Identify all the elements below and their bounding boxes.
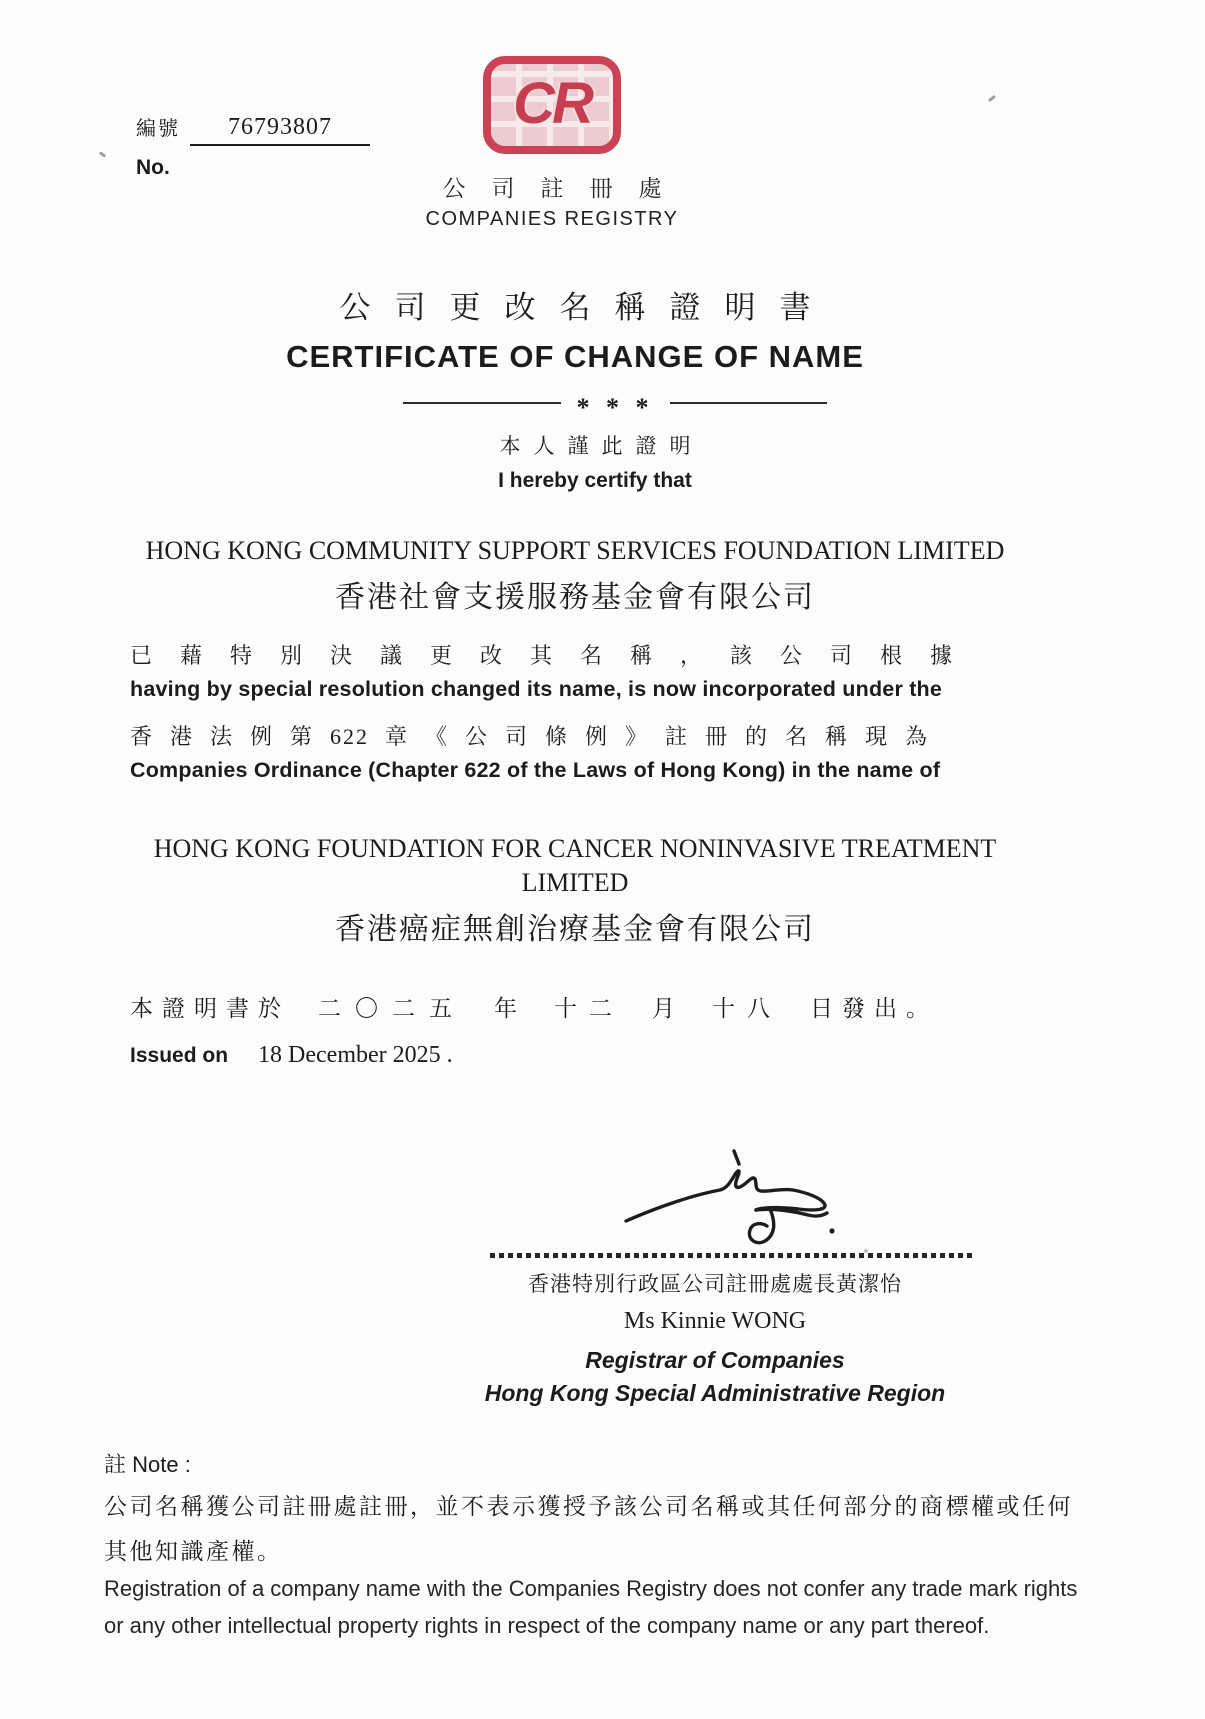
issue-date-zh-prefix: 本證明書於: [130, 996, 290, 1021]
issue-date-zh: [130, 990, 938, 1023]
cr-logo-text: CR: [513, 71, 591, 136]
registry-name-en: COMPANIES REGISTRY: [425, 208, 679, 230]
issue-date-zh-year: 二〇二五: [318, 996, 466, 1021]
issue-date-block: [130, 990, 938, 1069]
new-company-name-en-line1: HONG KONG FOUNDATION FOR CANCER NONINVASIVE TREATMENT: [153, 834, 997, 863]
certificate-title-zh: 公司更改名稱證明書: [339, 290, 835, 325]
issue-date-zh-month: 十二: [554, 996, 624, 1021]
certify-statement-zh: 本人謹此證明: [499, 434, 704, 458]
new-company-name-en-line2: LIMITED: [521, 868, 629, 897]
separator-line-left: [403, 402, 561, 404]
note-block: [104, 1448, 1116, 1643]
ordinance-zh-post: 章《公司條例》註冊的名稱現為: [385, 724, 946, 749]
registrar-region: Hong Kong Special Administrative Region: [484, 1380, 946, 1406]
new-company-name-zh: 香港癌症無創治療基金會有限公司: [335, 913, 815, 946]
note-text-zh-line2: 其他知識產權。: [104, 1539, 283, 1564]
registrar-signature: [618, 1145, 848, 1250]
issue-date-zh-year-label: 年: [494, 996, 526, 1021]
issued-on-date: 18 December 2025 .: [258, 1042, 453, 1068]
separator: [403, 393, 827, 422]
ref-label-zh: 編號: [136, 118, 180, 140]
certify-block: [0, 430, 1190, 493]
separator-line-right: [670, 402, 828, 404]
issued-on-label: Issued on: [130, 1044, 229, 1067]
ordinance-zh-pre: 香港法例第: [130, 724, 331, 749]
note-text-en-line1: Registration of a company name with the Companies Registry does not confer any trade mark rights: [104, 1576, 1078, 1601]
issue-date-zh-suffix: 日發出。: [810, 996, 938, 1021]
registry-name-zh: 公司註冊處: [442, 176, 688, 201]
old-company-name-zh: 香港社會支援服務基金會有限公司: [335, 581, 815, 614]
ordinance-en: Companies Ordinance (Chapter 622 of the Laws of Hong Kong) in the name of: [130, 758, 941, 782]
cr-logo: [483, 56, 621, 154]
certificate-title-en: CERTIFICATE OF CHANGE OF NAME: [286, 339, 864, 374]
certificate-number: 76793807: [228, 114, 332, 140]
ref-label-en: No.: [136, 156, 170, 179]
paragraph-ordinance: [130, 722, 945, 784]
old-company-name: [0, 534, 1150, 616]
registry-header: [0, 56, 1104, 231]
old-company-name-en: HONG KONG COMMUNITY SUPPORT SERVICES FOUNDATION LIMITED: [145, 536, 1005, 565]
paragraph-changed-name: [130, 641, 980, 703]
issue-date-zh-month-label: 月: [652, 996, 684, 1021]
issue-date-zh-day: 十八: [712, 996, 782, 1021]
registrar-name: Ms Kinnie WONG: [623, 1308, 807, 1334]
issue-date-en: [130, 1042, 938, 1069]
separator-stars: * * *: [576, 393, 654, 422]
registrar-title-en: Registrar of Companies: [585, 1347, 845, 1373]
note-text-en-line2: or any other intellectual property rights in respect of the company name or any part thereof.: [104, 1613, 990, 1638]
ordinance-zh: [130, 722, 945, 752]
new-company-name: [0, 832, 1150, 948]
ordinance-chapter-number: 622: [330, 724, 370, 749]
changed-name-zh: 已藉特別決議更改其名稱，該公司根據: [130, 643, 981, 668]
certify-statement-en: I hereby certify that: [498, 469, 692, 492]
scan-speck: [864, 1249, 868, 1253]
changed-name-en: having by special resolution changed its name, is now incorporated under the: [130, 677, 943, 701]
signature-line: [490, 1253, 976, 1258]
signatory-block: [435, 1268, 995, 1410]
note-label: 註 Note :: [104, 1452, 191, 1477]
title-block: [0, 282, 1150, 375]
note-text-zh-line1: 公司名稱獲公司註冊處註冊，並不表示獲授予該公司名稱或其任何部分的商標權或任何: [104, 1494, 1073, 1519]
registrar-title-zh: 香港特別行政區公司註冊處處長黃潔怡: [528, 1272, 902, 1296]
